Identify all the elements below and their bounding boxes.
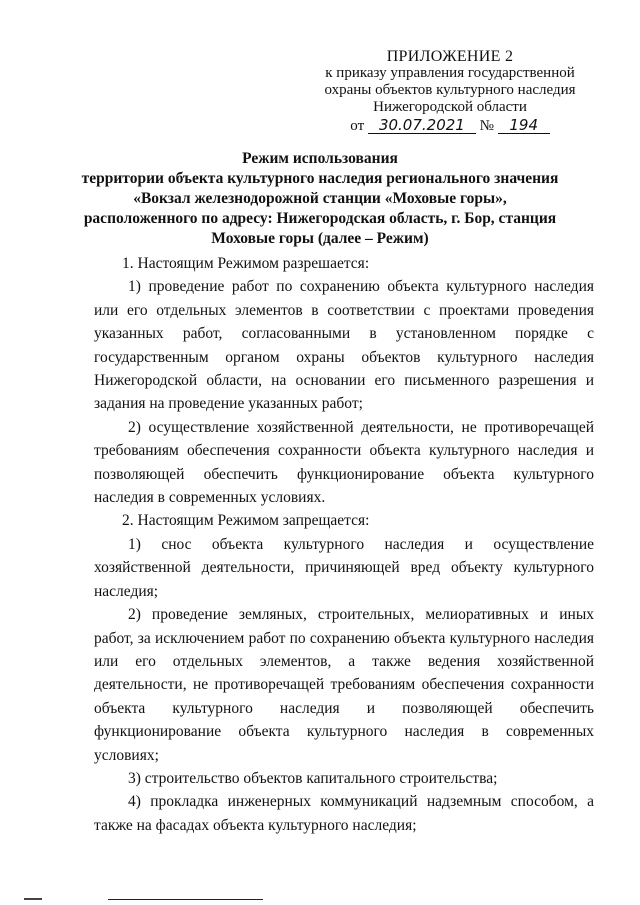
- handwritten-date: 30.07.2021: [368, 117, 476, 134]
- paragraph-2-3: 3) строительство объектов капитального строительства;: [128, 769, 498, 787]
- appendix-line-2: охраны объектов культурного наследия: [324, 82, 576, 98]
- appendix-header: [300, 48, 600, 135]
- paragraph-2-2: 2) проведение земляных, строительных, мелиоративных и иных работ, за исключением работ по сохранению объекта культурного наследия или его отдельных элементов, а также ведения хозяйственной деятельности, не противоречащей требованиям обеспечения сохранности объекта культурного наследия и позволяющей обеспечить функционирование объекта культурного наследия в современных условиях;: [94, 606, 594, 764]
- footnote-rule: [108, 899, 263, 900]
- document-body: [94, 252, 594, 837]
- heading-line-1: Режим использования: [242, 150, 398, 167]
- paragraph-2-4: 4) прокладка инженерных коммуникаций надземным способом, а также на фасадах объекта культурного наследия;: [94, 793, 594, 834]
- paragraph-1-1: 1) проведение работ по сохранению объекта культурного наследия или его отдельных элементов в соответствии с проектами проведения указанных работ, согласованными в установленном порядке с государственным органом охраны объектов культурного наследия Нижегородской области, на основании его письменного разрешения и задания на проведение указанных работ;: [94, 278, 594, 413]
- section-2-title: 2. Настоящим Режимом запрещается:: [122, 512, 370, 530]
- heading-line-4: расположенного по адресу: Нижегородская область, г. Бор, станция: [83, 210, 557, 227]
- paragraph-2-1: 1) снос объекта культурного наследия и осуществление хозяйственной деятельности, причиняющей вред объекту культурного наследия;: [94, 535, 594, 600]
- document-heading: [50, 149, 590, 249]
- paragraph-1-2: 2) осуществление хозяйственной деятельности, не противоречащей требованиям обеспечения сохранности объекта культурного наследия и позволяющей обеспечить функционирование объекта культурного наследия в современных условиях.: [94, 418, 594, 507]
- appendix-line-3: Нижегородской области: [373, 99, 527, 115]
- heading-line-5: Моховые горы (далее – Режим): [211, 230, 429, 247]
- handwritten-number: 194: [498, 117, 550, 134]
- appendix-title: ПРИЛОЖЕНИЕ 2: [386, 48, 514, 65]
- order-date-number: [300, 117, 600, 135]
- number-label: №: [479, 118, 494, 134]
- heading-line-3: «Вокзал железнодорожной станции «Моховые горы»,: [133, 190, 507, 207]
- scan-edge-mark: [24, 898, 42, 900]
- appendix-line-1: к приказу управления государственной: [325, 65, 575, 81]
- heading-line-2: территории объекта культурного наследия регионального значения: [81, 170, 559, 187]
- date-prefix: от: [350, 118, 365, 134]
- section-1-title: 1. Настоящим Режимом разрешается:: [122, 255, 370, 272]
